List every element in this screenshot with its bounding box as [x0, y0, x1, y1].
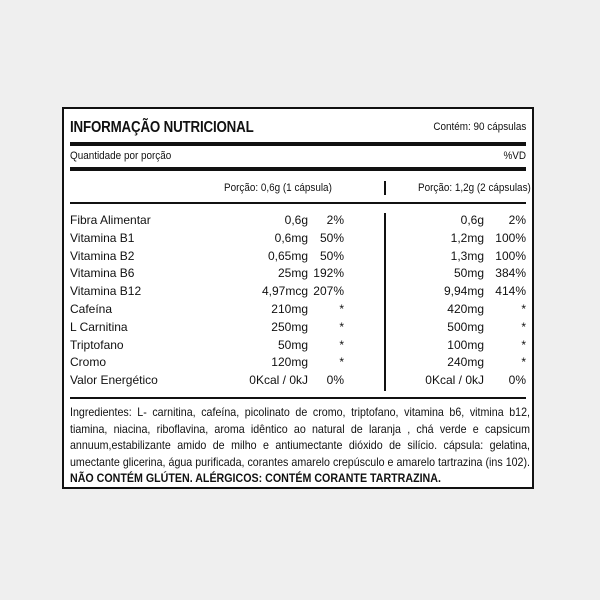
nutrient-table	[70, 212, 530, 390]
amount-portion-1: 250mg	[271, 319, 308, 334]
amount-portion-2: 1,3mg	[450, 248, 484, 263]
amount-portion-2: 500mg	[447, 319, 484, 334]
ingredients-text	[70, 405, 530, 488]
serving-row	[70, 150, 526, 166]
amount-portion-1: 4,97mcg	[261, 284, 308, 299]
vd-portion-1: 50%	[319, 230, 344, 245]
amount-portion-2: 100mg	[447, 337, 484, 352]
amount-portion-1: 210mg	[271, 301, 308, 316]
nutrient-row	[70, 212, 530, 230]
portion-1-label: Porção: 0,6g (1 cápsula)	[224, 182, 332, 194]
vd-portion-1: *	[339, 355, 344, 370]
amount-portion-2: 50mg	[453, 266, 484, 281]
nutrient-row	[70, 372, 530, 390]
vd-portion-2: *	[521, 355, 526, 370]
amount-portion-2: 0Kcal / 0kJ	[425, 373, 484, 388]
nutrient-name: Cromo	[70, 355, 107, 370]
package-contents: Contém: 90 cápsulas	[432, 121, 526, 133]
vd-portion-1: 50%	[319, 248, 344, 263]
ingredients-list: Ingredientes: L- carnitina, cafeína, picolinato de cromo, triptofano, vitamina b6, vitmina b12, tiamina, niacina, riboflavina, aroma idêntico ao natural de laranja , chá verde e capsicum annuum,estabilizante amido de milho e antiumectante dióxido de silício. cápsula: gelatina, umectante glicerina, água purificada, corantes amarelo crepúsculo e amarelo tartrazina (ins 102).	[70, 406, 530, 469]
serving-label: Quantidade por porção	[70, 150, 172, 162]
amount-portion-1: 0,6mg	[274, 230, 308, 245]
vd-portion-2: 0%	[508, 373, 526, 388]
serving-rule	[70, 167, 526, 171]
nutrient-name: Vitamina B1	[70, 230, 135, 245]
amount-portion-2: 420mg	[447, 301, 484, 316]
label-title: INFORMAÇÃO NUTRICIONAL	[70, 119, 254, 136]
nutrient-name: Triptofano	[70, 337, 124, 352]
amount-portion-1: 25mg	[277, 266, 308, 281]
amount-portion-2: 240mg	[447, 355, 484, 370]
nutrient-name: Valor Energético	[70, 373, 158, 388]
vd-portion-1: 192%	[313, 266, 344, 281]
vd-portion-2: *	[521, 301, 526, 316]
amount-portion-1: 120mg	[271, 355, 308, 370]
amount-portion-1: 50mg	[277, 337, 308, 352]
nutrient-row	[70, 283, 530, 301]
vd-portion-1: 2%	[326, 213, 344, 227]
vd-portion-2: 100%	[495, 230, 526, 245]
amount-portion-2: 9,94mg	[443, 284, 484, 299]
amount-portion-1: 0Kcal / 0kJ	[249, 373, 308, 388]
vd-portion-2: *	[521, 337, 526, 352]
nutrient-name: Fibra Alimentar	[70, 213, 151, 227]
vd-portion-1: 207%	[313, 284, 344, 299]
portion-rule	[70, 202, 526, 204]
nutrient-row	[70, 319, 530, 337]
allergen-notice: NÃO CONTÉM GLÚTEN. ALÉRGICOS: CONTÉM CORANTE TARTRAZINA.	[70, 472, 441, 486]
nutrient-name: L Carnitina	[70, 319, 128, 334]
portion-2-label: Porção: 1,2g (2 cápsulas)	[418, 182, 531, 194]
vd-portion-1: *	[339, 301, 344, 316]
portion-divider	[384, 181, 386, 195]
vd-portion-2: 100%	[495, 248, 526, 263]
vd-portion-2: *	[521, 319, 526, 334]
nutrition-label	[62, 107, 534, 489]
nutrient-name: Vitamina B12	[70, 284, 142, 299]
vd-portion-2: 384%	[495, 266, 526, 281]
nutrient-row	[70, 301, 530, 319]
amount-portion-1: 0,6g	[284, 213, 308, 227]
table-bottom-rule	[70, 397, 526, 399]
vd-label: %VD	[503, 150, 526, 162]
vd-portion-2: 414%	[495, 284, 526, 299]
amount-portion-2: 1,2mg	[450, 230, 484, 245]
nutrient-row	[70, 248, 530, 266]
nutrient-name: Vitamina B2	[70, 248, 135, 263]
nutrient-name: Cafeína	[70, 301, 113, 316]
vd-portion-1: *	[339, 319, 344, 334]
label-header	[70, 119, 526, 141]
amount-portion-1: 0,65mg	[267, 248, 308, 263]
vd-portion-1: 0%	[326, 373, 344, 388]
vd-portion-2: 2%	[508, 213, 526, 227]
nutrient-row	[70, 354, 530, 372]
header-rule	[70, 142, 526, 146]
vd-portion-1: *	[339, 337, 344, 352]
nutrient-row	[70, 337, 530, 355]
amount-portion-2: 0,6g	[460, 213, 484, 227]
nutrient-name: Vitamina B6	[70, 266, 135, 281]
nutrient-row	[70, 265, 530, 283]
nutrient-row	[70, 230, 530, 248]
